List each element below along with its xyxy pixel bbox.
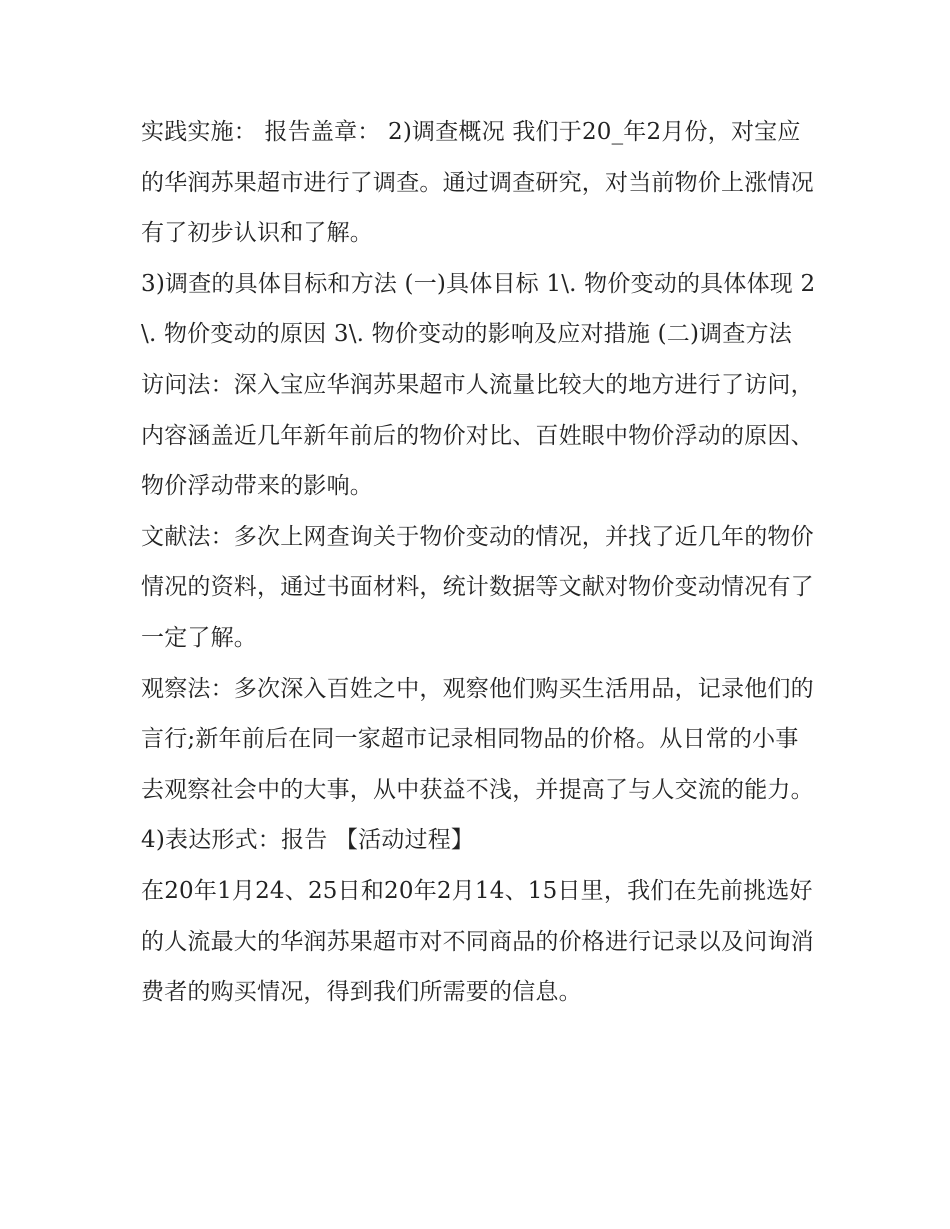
paragraph-activity-process: 在20年1月24、25日和20年2月14、15日里，我们在先前挑选好的人流最大的华润苏果超市对不同商品的价格进行记录以及问询消费者的购买情况，得到我们所需要的信息。 [141,877,814,1006]
paragraph-interview-method: 访问法：深入宝应华润苏果超市人流量比较大的地方进行了访问，内容涵盖近几年新年前后的物价对比、百姓眼中物价浮动的原因、物价浮动带来的影响。 [141,371,814,500]
paragraph-survey-overview: 实践实施： 报告盖章： 2)调查概况 我们于20_年2月份，对宝应的华润苏果超市进行了调查。通过调查研究，对当前物价上涨情况有了初步认识和了解。 [141,119,814,247]
paragraph-literature-method: 文献法：多次上网查询关于物价变动的情况，并找了近几年的物价情况的资料，通过书面材料，统计数据等文献对物价变动情况有了一定了解。 [141,523,814,651]
document-body [141,107,816,1018]
paragraph-expression-form: 4)表达形式：报告 【活动过程】 [141,827,475,854]
paragraph-observation-method: 观察法：多次深入百姓之中，观察他们购买生活用品，记录他们的言行;新年前后在同一家超市记录相同物品的价格。从日常的小事去观察社会中的大事，从中获益不浅，并提高了与人交流的能力。 [141,675,814,803]
paragraph-goals-and-methods: 3)调查的具体目标和方法 (一)具体目标 1\. 物价变动的具体体现 2\. 物价变动的原因 3\. 物价变动的影响及应对措施 (二)调查方法 [141,270,816,348]
